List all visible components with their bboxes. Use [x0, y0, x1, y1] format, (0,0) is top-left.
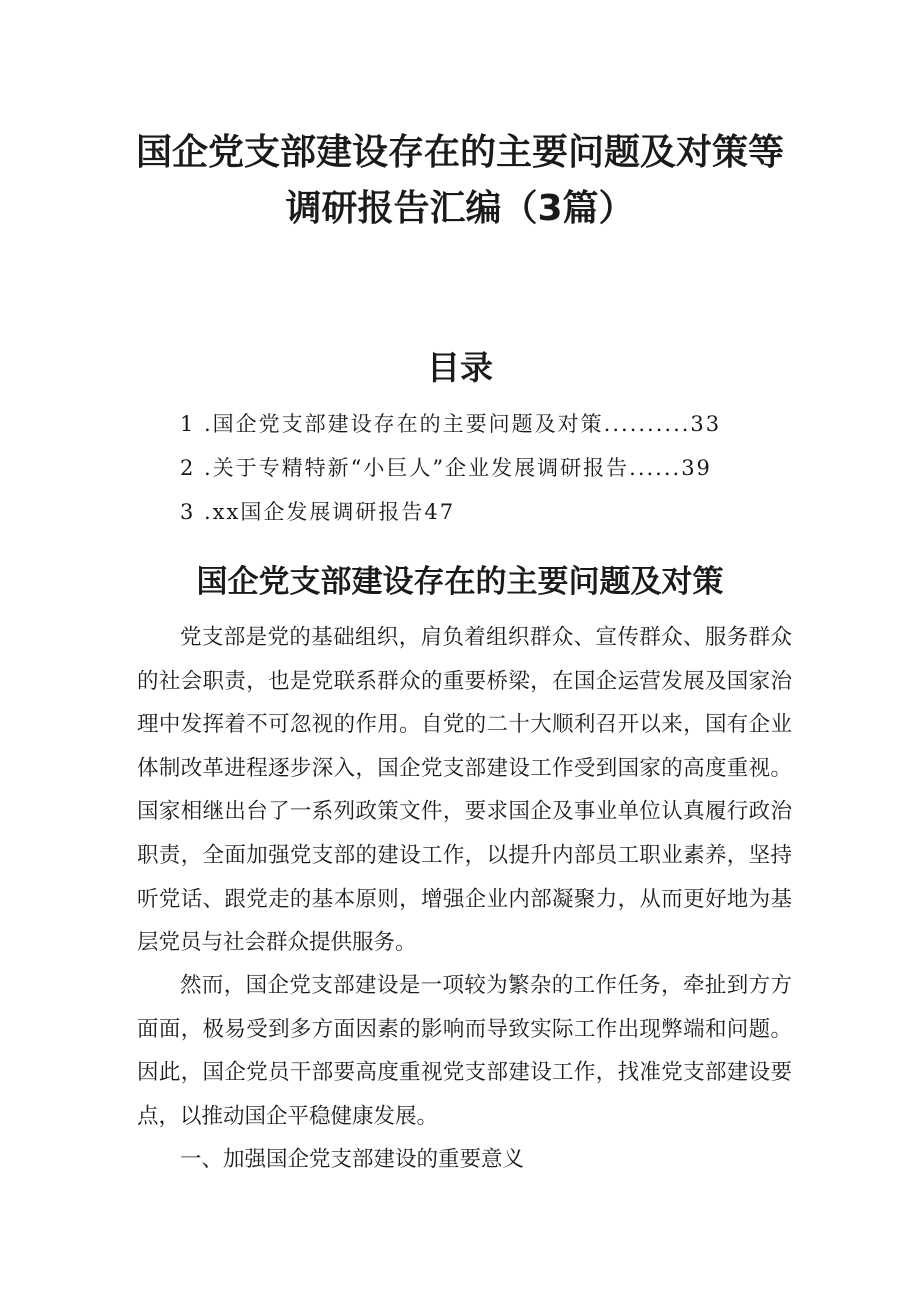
toc-item-number: 1	[180, 412, 196, 436]
subsection-heading: 一、加强国企党支部建设的重要意义	[180, 1147, 525, 1172]
toc-heading: 目录	[427, 348, 493, 387]
body-paragraph: 党支部是党的基础组织，肩负着组织群众、宣传群众、服务群众的社会职责，也是党联系群众的重要桥梁，在国企运营发展及国家治理中发挥着不可忽视的作用。自党的二十大顺利召开以来，国有企业体制改革进程逐步深入，国企党支部建设工作受到国家的高度重视。国家相继出台了一系列政策文件，要求国企及事业单位认真履行政治职责，全面加强党支部的建设工作，以提升内部员工职业素养，坚持听党话、跟党走的基本原则，增强企业内部凝聚力，从而更好地为基层党员与社会群众提供服务。	[137, 625, 792, 956]
document-title-line-2: 调研报告汇编（3篇）	[285, 188, 635, 229]
body-paragraph: 然而，国企党支部建设是一项较为繁杂的工作任务，牵扯到方方面面，极易受到多方面因素的影响而导致实际工作出现弊端和问题。因此，国企党员干部要高度重视党支部建设工作，找准党支部建设要点，以推动国企平稳健康发展。	[137, 973, 792, 1129]
document-title-line-1: 国企党支部建设存在的主要问题及对策等	[135, 132, 784, 173]
toc-item-text: .国企党支部建设存在的主要问题及对策..........33	[204, 412, 722, 436]
section-title: 国企党支部建设存在的主要问题及对策	[196, 564, 724, 600]
toc-item-text: .xx国企发展调研报告47	[204, 500, 456, 524]
toc-item-number: 3	[180, 500, 196, 524]
toc-item[interactable]	[180, 408, 780, 452]
toc-item[interactable]	[180, 452, 780, 496]
table-of-contents	[180, 408, 780, 540]
toc-item[interactable]	[180, 496, 780, 540]
toc-item-number: 2	[180, 456, 196, 480]
toc-item-text: .关于专精特新“小巨人”企业发展调研报告......39	[204, 456, 712, 480]
